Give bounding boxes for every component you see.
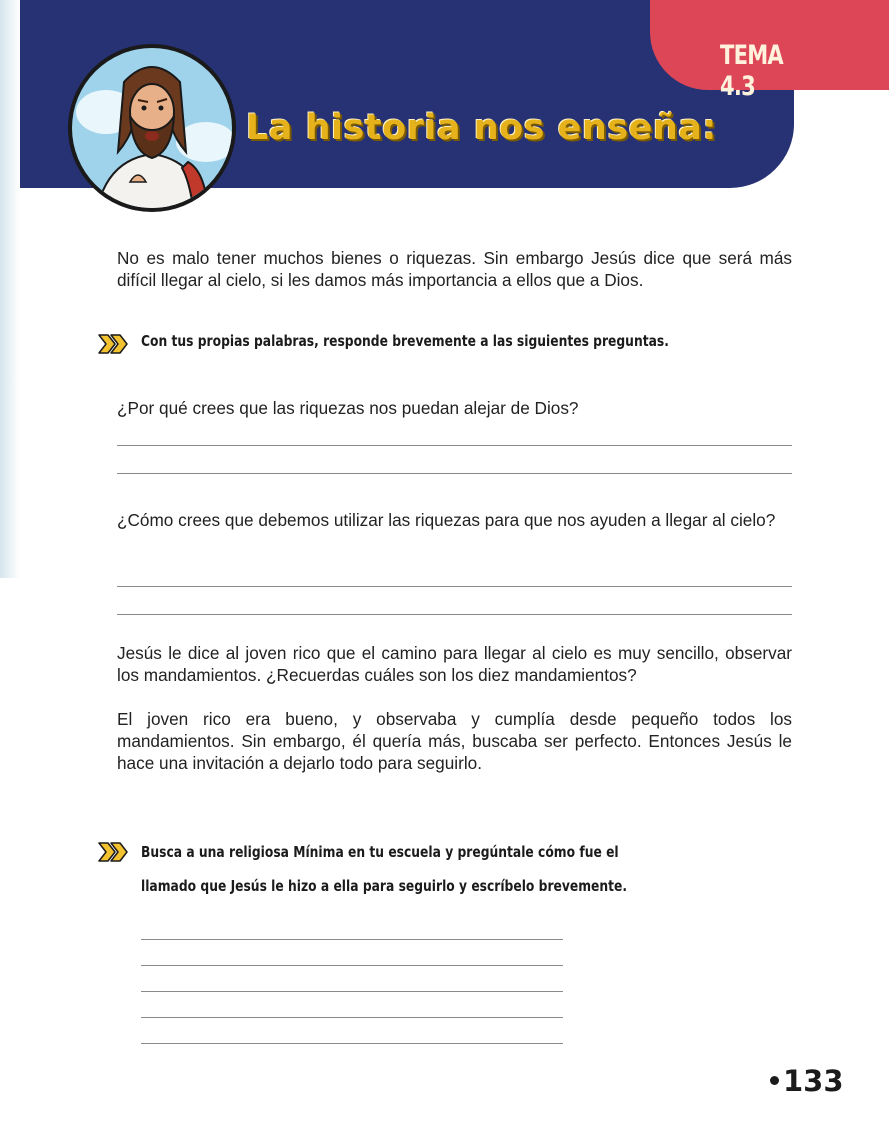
bullet-dot	[770, 1076, 779, 1085]
question-2: ¿Cómo crees que debemos utilizar las riquezas para que nos ayuden a llegar al cielo?	[117, 510, 776, 530]
answer-line[interactable]	[141, 965, 563, 966]
page-title: La historia nos enseña:	[246, 108, 717, 148]
answer-line[interactable]	[117, 586, 792, 587]
intro-paragraph: No es malo tener muchos bienes o riquezas. Sin embargo Jesús dice que será más difícil llegar al cielo, si les damos más importancia a ellos que a Dios.	[117, 248, 792, 290]
double-chevron-icon	[97, 841, 129, 863]
paragraph-mandamientos: Jesús le dice al joven rico que el camino para llegar al cielo es muy sencillo, observar los mandamientos. ¿Recuerdas cuáles son los diez mandamientos?	[117, 643, 792, 685]
tema-label: TEMA 4.3	[720, 40, 783, 102]
instruction-1	[97, 332, 785, 355]
answer-line[interactable]	[141, 1043, 563, 1044]
instruction-2-line-1: Busca a una religiosa Mínima en tu escuela y pregúntale cómo fue el	[141, 843, 619, 861]
page-number-text: 133	[783, 1064, 844, 1098]
page-edge-decoration	[0, 0, 20, 578]
instruction-1-text: Con tus propias palabras, responde brevemente a las siguientes preguntas.	[141, 332, 669, 350]
instruction-2	[97, 840, 734, 908]
question-1: ¿Por qué crees que las riquezas nos puedan alejar de Dios?	[117, 398, 579, 418]
double-chevron-icon	[97, 333, 129, 355]
answer-line[interactable]	[141, 1017, 563, 1018]
instruction-2-line-2: llamado que Jesús le hizo a ella para seguirlo y escríbelo brevemente.	[141, 877, 628, 895]
answer-line[interactable]	[141, 991, 563, 992]
answer-line[interactable]	[117, 473, 792, 474]
answer-line[interactable]	[117, 445, 792, 446]
answer-line[interactable]	[141, 939, 563, 940]
paragraph-joven-rico: El joven rico era bueno, y observaba y cumplía desde pequeño todos los mandamientos. Sin embargo, él quería más, buscaba ser perfecto. Entonces Jesús le hace una invitación a dejarlo todo para seguirlo.	[117, 709, 792, 773]
jesus-portrait-icon	[66, 42, 238, 214]
answer-line[interactable]	[117, 614, 792, 615]
page-number	[770, 1064, 844, 1098]
